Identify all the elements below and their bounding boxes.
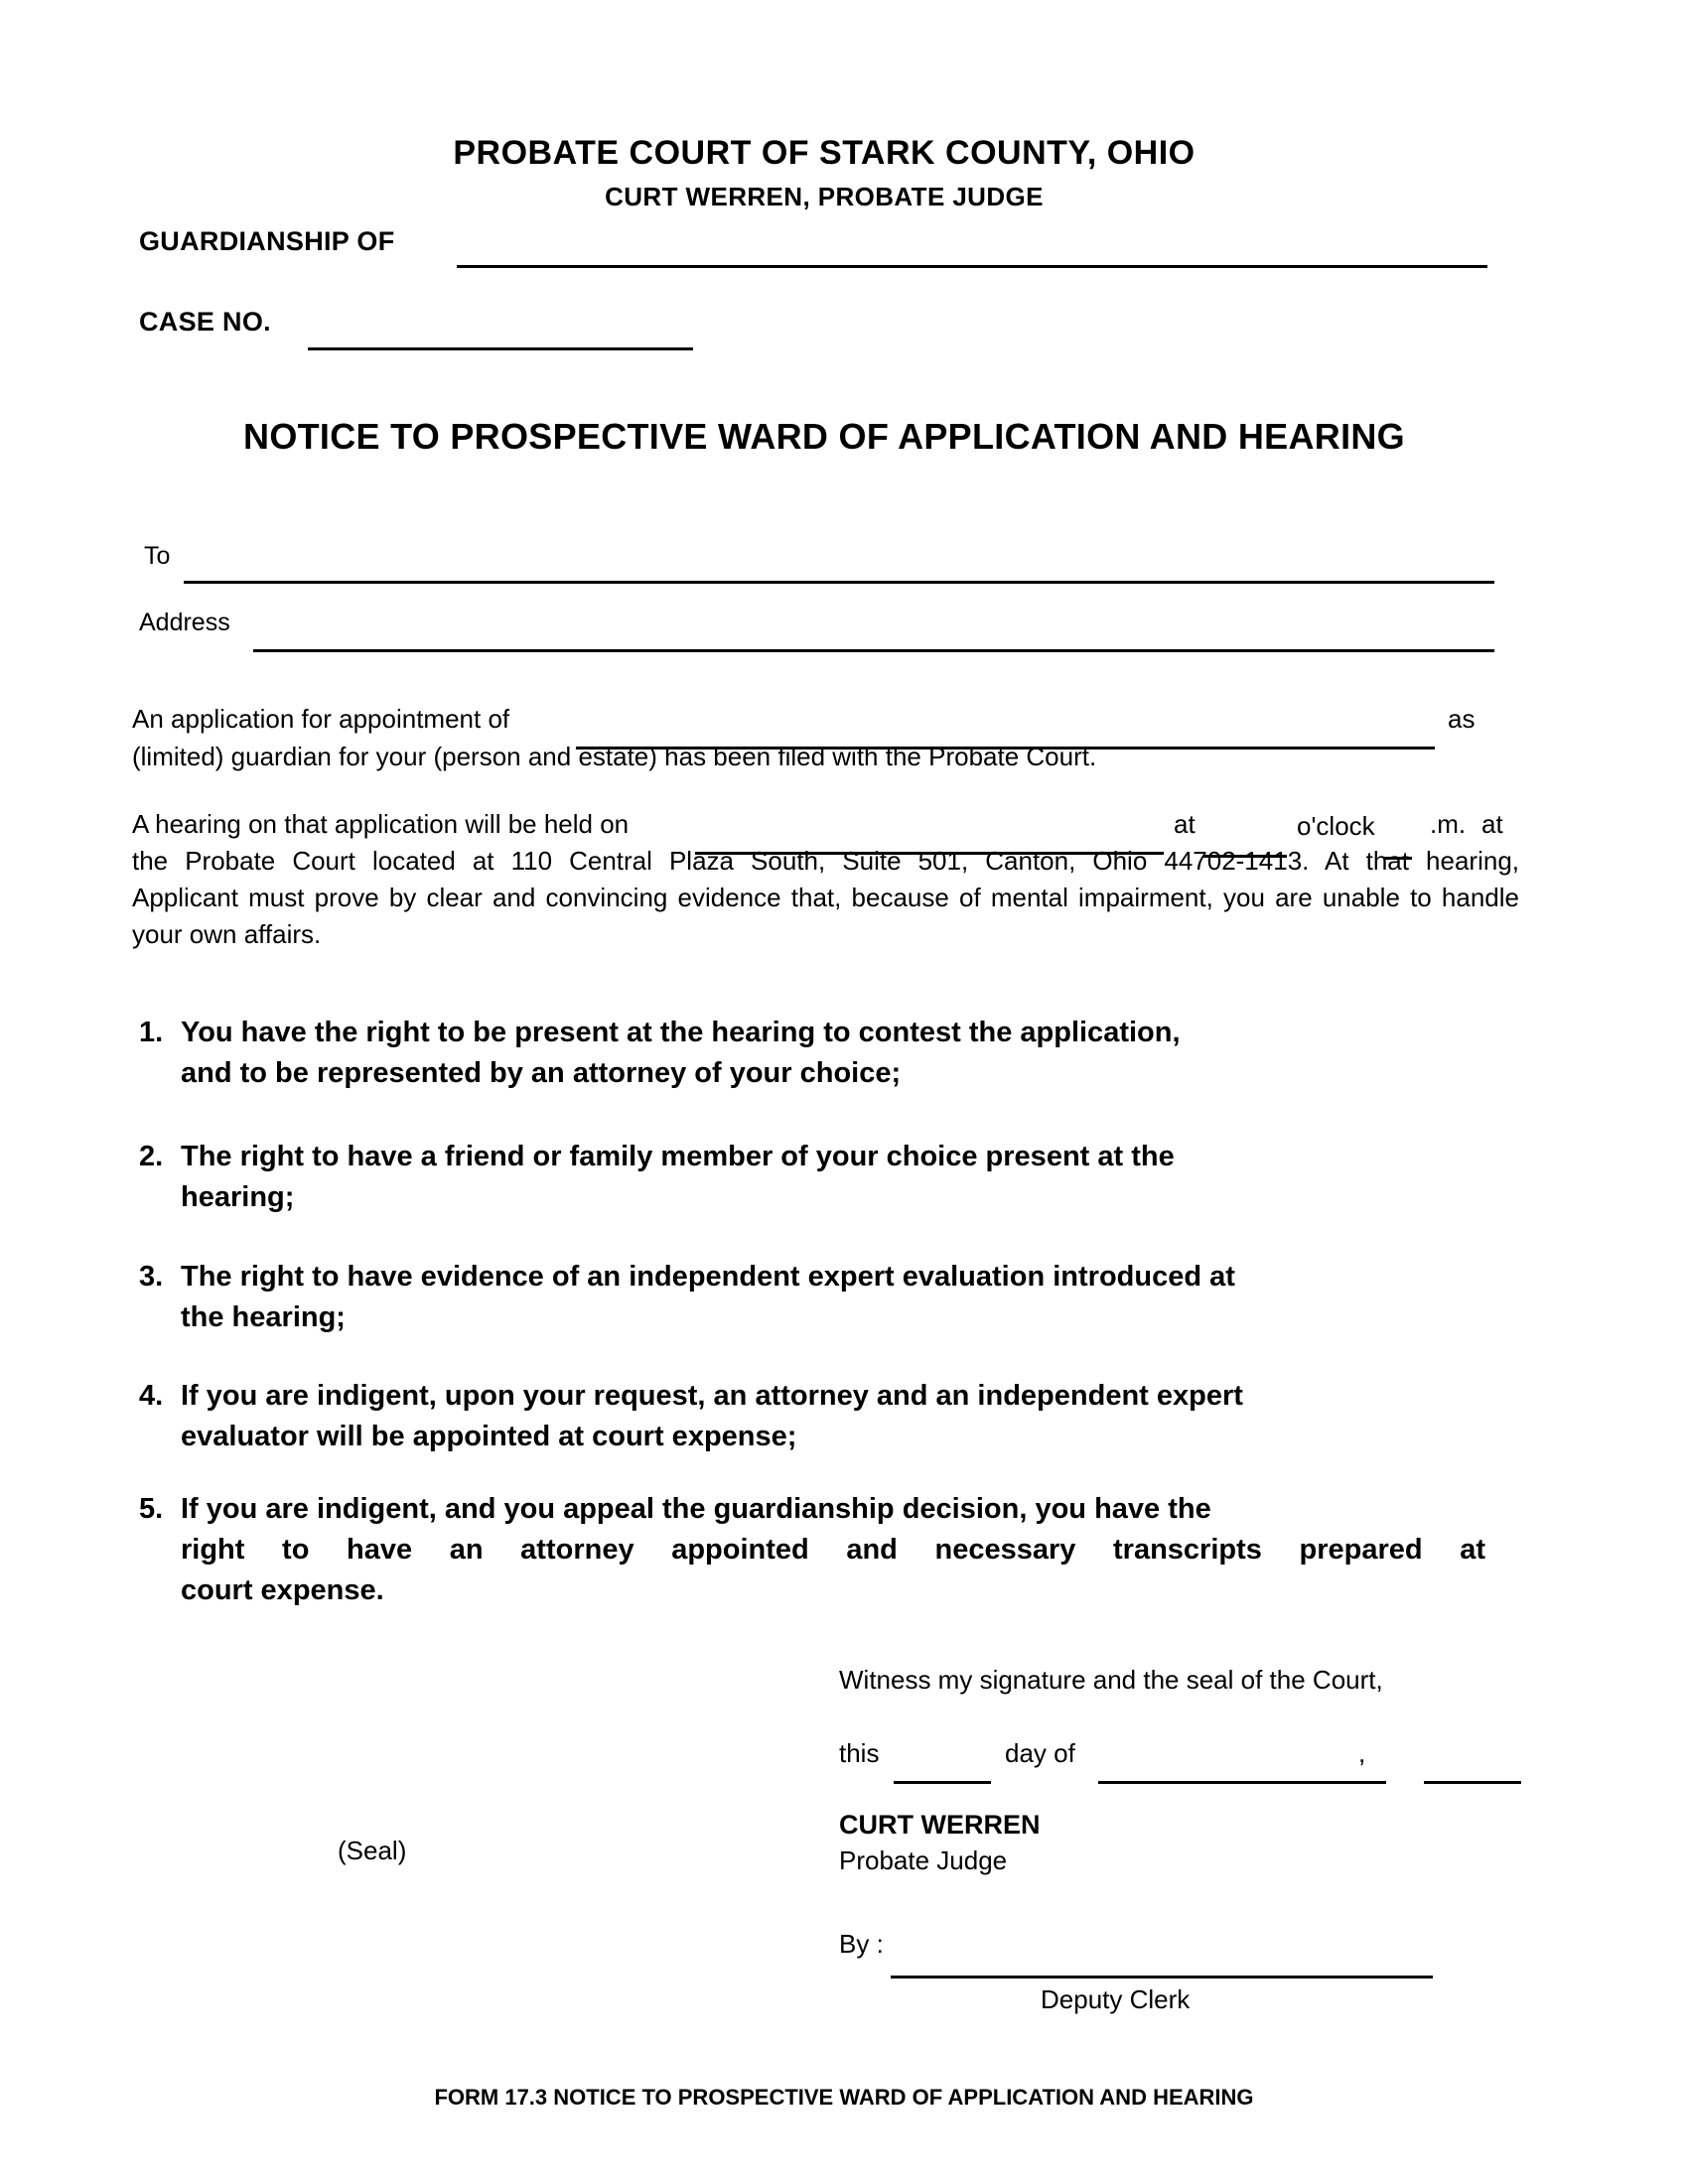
date-comma: ,: [1358, 1738, 1366, 1768]
hearing-text-at: at: [1174, 809, 1196, 839]
notice-title: NOTICE TO PROSPECTIVE WARD OF APPLICATION AND HEARING: [243, 416, 1405, 457]
right-item-line: evaluator will be appointed at court expense;: [181, 1421, 797, 1452]
right-item-line: hearing;: [181, 1181, 295, 1213]
right-item-number: 3.: [139, 1261, 164, 1293]
right-item-5: [139, 1489, 1485, 1611]
right-item-text: The right to have evidence of an independent expert evaluation introduced at: [181, 1261, 1235, 1293]
address-field[interactable]: [253, 649, 1494, 652]
hearing-text-at2: at: [1481, 809, 1503, 839]
right-item-line: right to have an attorney appointed and necessary transcripts prepared at: [181, 1534, 1485, 1566]
form-footer: FORM 17.3 NOTICE TO PROSPECTIVE WARD OF APPLICATION AND HEARING: [434, 2085, 1254, 2110]
hearing-text-line3: Applicant must prove by clear and convincing evidence that, because of mental impairment, you are unable to handle: [132, 883, 1519, 912]
right-item-line: [139, 1137, 1485, 1177]
witness-line: Witness my signature and the seal of the Court,: [839, 1665, 1383, 1695]
judge-title: Probate Judge: [839, 1845, 1008, 1875]
right-item-number: 2.: [139, 1141, 164, 1172]
right-item-line: court expense.: [181, 1574, 384, 1606]
guardianship-of-label: GUARDIANSHIP OF: [139, 226, 395, 256]
right-item-text: The right to have a friend or family member of your choice present at the: [181, 1141, 1175, 1172]
date-day-of-label: day of: [1005, 1738, 1075, 1768]
hearing-text-oclock: o'clock: [1297, 811, 1375, 841]
right-item-4: [139, 1376, 1485, 1457]
right-item-3: [139, 1257, 1485, 1338]
right-item-2: [139, 1137, 1485, 1218]
right-item-line: [139, 1257, 1485, 1297]
right-item-text: If you are indigent, and you appeal the guardianship decision, you have the: [181, 1493, 1211, 1525]
to-field[interactable]: [184, 581, 1494, 584]
right-item-1: [139, 1013, 1485, 1094]
right-item-text: You have the right to be present at the hearing to contest the application,: [181, 1017, 1181, 1048]
application-text-line2: (limited) guardian for your (person and estate) has been filed with the Probate Court.: [132, 742, 1097, 771]
hearing-text-line4: your own affairs.: [132, 919, 322, 949]
hearing-text-before-blank: A hearing on that application will be held on: [132, 809, 630, 839]
date-this-label: this: [839, 1738, 880, 1768]
seal-label: (Seal): [338, 1836, 407, 1865]
hearing-text-m: .m.: [1430, 809, 1467, 839]
to-label: To: [144, 542, 171, 570]
right-item-number: 4.: [139, 1380, 164, 1412]
hearing-text-line2: the Probate Court located at 110 Central Plaza South, Suite 501, Canton, Ohio 44702-1413. At that hearing,: [132, 846, 1519, 876]
right-item-line: the hearing;: [181, 1301, 346, 1333]
right-item-line: [139, 1376, 1485, 1417]
application-text-before-blank: An application for appointment of: [132, 704, 510, 734]
case-number-field[interactable]: [308, 347, 693, 350]
guardianship-name-field[interactable]: [457, 265, 1487, 268]
by-label: By :: [839, 1929, 884, 1959]
judge-name: CURT WERREN: [839, 1810, 1041, 1840]
month-field[interactable]: [1098, 1781, 1386, 1784]
case-no-label: CASE NO.: [139, 307, 271, 337]
court-title: PROBATE COURT OF STARK COUNTY, OHIO: [453, 134, 1196, 172]
right-item-line: and to be represented by an attorney of your choice;: [181, 1057, 902, 1089]
right-item-number: 5.: [139, 1493, 164, 1525]
deputy-clerk-label: Deputy Clerk: [1041, 1984, 1191, 2014]
address-label: Address: [139, 609, 230, 636]
right-item-line: [139, 1489, 1485, 1530]
year-field[interactable]: [1424, 1781, 1521, 1784]
right-item-number: 1.: [139, 1017, 164, 1048]
right-item-text: If you are indigent, upon your request, an attorney and an independent expert: [181, 1380, 1243, 1412]
judge-line: CURT WERREN, PROBATE JUDGE: [605, 182, 1044, 211]
day-field[interactable]: [894, 1781, 991, 1784]
application-text-as: as: [1448, 704, 1476, 734]
deputy-clerk-signature-field[interactable]: [891, 1976, 1433, 1979]
right-item-line: [139, 1013, 1485, 1053]
